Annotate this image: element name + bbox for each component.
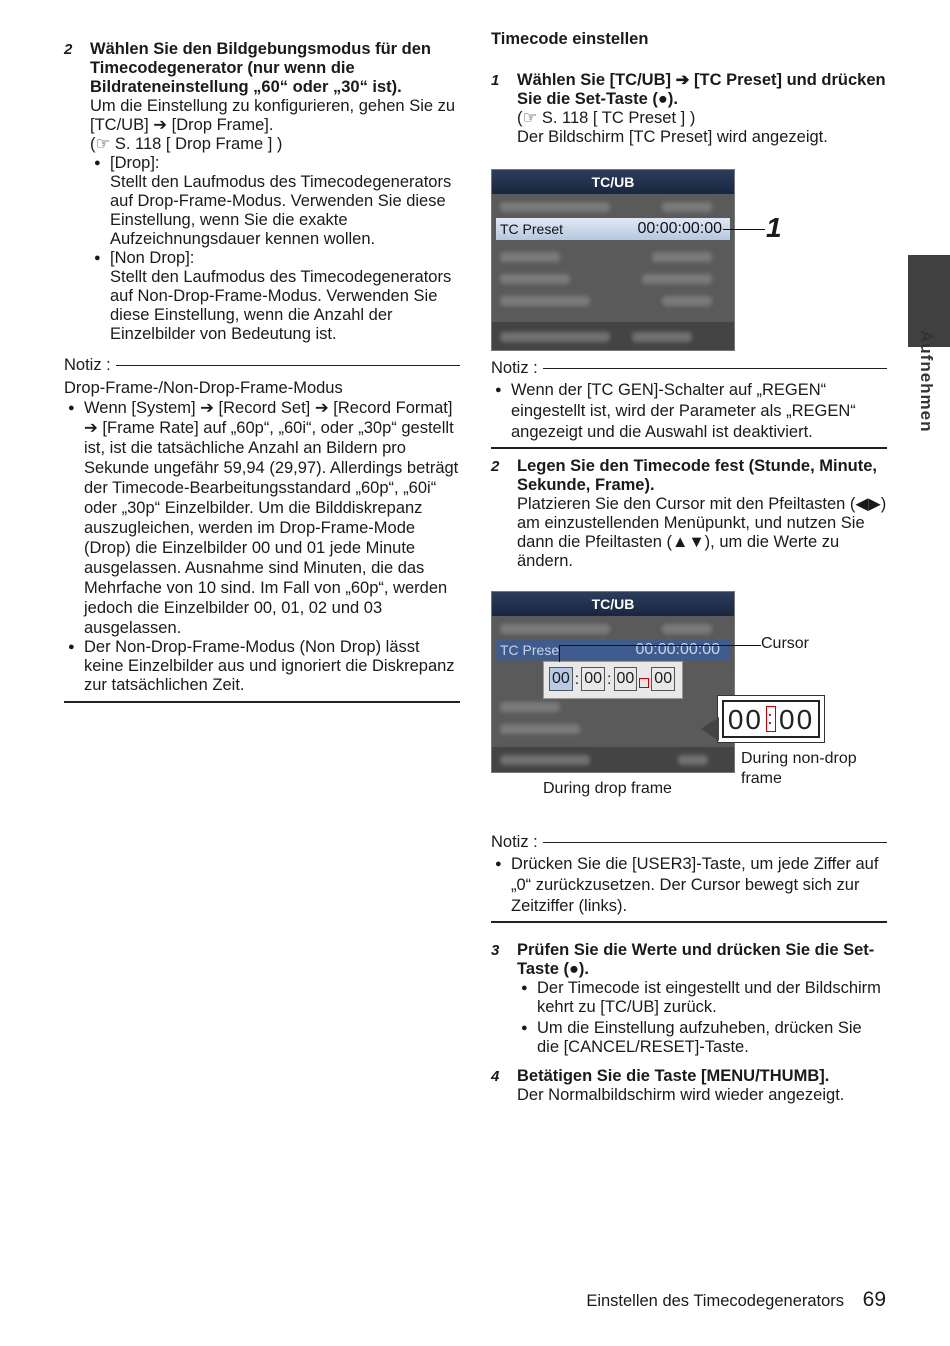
note-bullet: ● Wenn der [TC GEN]-Schalter auf „REGEN“ eingestellt ist, wird der Parameter als „REGEN“ angezeigt und die Auswahl ist deaktiviert. xyxy=(491,380,887,443)
note-end-rule xyxy=(491,447,887,449)
timecode-value: 00:00:00:00 xyxy=(635,641,720,658)
note-label: Notiz : xyxy=(491,833,538,851)
hour-digit[interactable]: 00 xyxy=(549,667,573,691)
note-header xyxy=(491,833,887,852)
note-header xyxy=(491,359,887,378)
tc-preset-row[interactable] xyxy=(496,640,730,660)
drop-frame-separator-icon xyxy=(639,678,649,688)
bullet-label: ● [Drop]: xyxy=(110,154,160,172)
step-text: Platzieren Sie den Cursor mit den Pfeiltasten (◀▶) am einzustellenden Menüpunkt, und nutzen Sie dann die Pfeiltasten (▲▼), um die Werte zu ändern. xyxy=(517,495,887,570)
step-title: Prüfen Sie die Werte und drücken Sie die Set-Taste (●). xyxy=(517,941,875,978)
step-text: Um die Einstellung zu konfigurieren, gehen Sie zu [TC/UB] ➔ [Drop Frame]. xyxy=(90,97,456,134)
note-bullet: ● Der Non-Drop-Frame-Modus (Non Drop) lässt keine Einzelbilder aus und ignoriert die Diskrepanz zur tatsächlichen Zeit. xyxy=(64,638,460,695)
step-title: Wählen Sie [TC/UB] ➔ [TC Preset] und drücken Sie die Set-Taste (●). xyxy=(517,71,886,108)
bullet-label: ● [Non Drop]: xyxy=(110,249,195,267)
step-number: 2 xyxy=(64,41,73,58)
second-digit[interactable]: 00 xyxy=(727,703,763,735)
step-reference: (☞ S. 118 [ Drop Frame ] ) xyxy=(90,135,283,153)
right-column xyxy=(491,30,887,1105)
drop-frame-caption: During drop frame xyxy=(543,780,672,797)
callout-number: 1 xyxy=(766,212,782,243)
step-number: 4 xyxy=(491,1068,500,1085)
right-step-4 xyxy=(491,1067,887,1105)
bullet-text: Stellt den Laufmodus des Timecodegenerators auf Drop-Frame-Modus. Verwenden Sie diese Einstellung, wenn Sie die exakte Aufzeichnungsdauer kennen wollen. xyxy=(110,173,452,248)
right-step-3 xyxy=(491,941,887,1057)
note-rule xyxy=(543,842,887,843)
left-step-2 xyxy=(64,40,460,344)
step-number: 2 xyxy=(491,458,500,475)
separator: : xyxy=(607,670,612,688)
step-bullet: ● Um die Einstellung aufzuheben, drücken Sie die [CANCEL/RESET]-Taste. xyxy=(517,1019,887,1057)
chapter-label: Aufnehmen xyxy=(917,330,936,433)
bullet-non-drop xyxy=(90,249,460,344)
minute-digit[interactable]: 00 xyxy=(581,667,605,691)
screen-1-figure xyxy=(491,169,887,351)
step-number: 3 xyxy=(491,942,500,959)
page-footer xyxy=(586,1290,886,1311)
step-text: Der Bildschirm [TC Preset] wird angezeigt. xyxy=(517,128,828,146)
step-title: Wählen Sie den Bildgebungsmodus für den Timecodegenerator (nur wenn die Bildrateneinstellung „60“ oder „30“ ist). xyxy=(90,40,432,96)
section-heading: Timecode einstellen xyxy=(491,30,649,48)
footer-title: Einstellen des Timecodegenerators xyxy=(586,1292,845,1310)
step-number: 1 xyxy=(491,72,500,89)
menu-item-label: TC Prese xyxy=(500,642,560,658)
frame-digit[interactable]: 00 xyxy=(651,667,675,691)
right-step-1 xyxy=(491,71,887,147)
right-step-2 xyxy=(491,457,887,571)
callout-line xyxy=(723,229,765,230)
screen-header: TC/UB xyxy=(492,592,734,616)
screen-header: TC/UB xyxy=(492,170,734,194)
non-drop-caption: During non-drop frame xyxy=(741,750,857,787)
step-reference: (☞ S. 118 [ TC Preset ] ) xyxy=(517,109,696,127)
left-column xyxy=(64,40,460,703)
menu-item-label: TC Preset xyxy=(500,221,564,237)
non-drop-editor xyxy=(717,695,825,743)
zoom-arrow xyxy=(701,717,719,741)
drop-frame-editor xyxy=(543,661,683,699)
step-title: Betätigen Sie die Taste [MENU/THUMB]. xyxy=(517,1067,830,1085)
note-end-rule xyxy=(491,921,887,923)
step-text: Der Normalbildschirm wird wieder angezeigt. xyxy=(517,1086,845,1104)
step-bullet: ● Der Timecode ist eingestellt und der Bildschirm kehrt zu [TC/UB] zurück. xyxy=(517,979,887,1017)
tc-preset-row[interactable] xyxy=(496,218,730,240)
frame-digit[interactable]: 00 xyxy=(779,703,815,735)
bullet-drop xyxy=(90,154,460,249)
note-rule xyxy=(116,365,460,366)
step-title: Legen Sie den Timecode fest (Stunde, Minute, Sekunde, Frame). xyxy=(517,457,877,494)
note-bullet: ● Wenn [System] ➔ [Record Set] ➔ [Record Format] ➔ [Frame Rate] auf „60p“, „60i“, oder „30p“ gestellt ist, ist die tatsächliche Anzahl an Bildern pro Sekunde ungefähr 59,94 (29,97). Allerdings beträgt der Timecode-Bearbeitungsstandard „60p“, „60i“ oder „30p“ Einzelbilder. Um die Bilddiskrepanz auszugleichen, werden im Drop-Frame-Mode (Drop) die Einzelbilder 00 und 01 jede Minute ausgelassen. Ausnahme sind Minuten, die das Mehrfache von 10 sind. Im Fall von „60p“, werden jedoch die Einzelbilder 00, 01, 02 und 03 ausgelassen. xyxy=(64,398,460,638)
cursor-label: Cursor xyxy=(761,635,810,652)
note-heading: Drop-Frame-/Non-Drop-Frame-Modus xyxy=(64,379,343,397)
tc-ub-screen xyxy=(491,169,735,351)
note-label: Notiz : xyxy=(491,359,538,377)
note-rule xyxy=(543,368,887,369)
separator: : xyxy=(574,670,580,688)
non-drop-separator: : xyxy=(766,706,776,732)
bullet-text: Stellt den Laufmodus des Timecodegenerators auf Non-Drop-Frame-Modus. Verwenden Sie diese Einstellung, wenn die Anzahl der Einzelbilder von Bedeutung ist. xyxy=(110,268,452,343)
note-label: Notiz : xyxy=(64,356,111,374)
cursor-pointer-line xyxy=(559,645,568,662)
timecode-value: 00:00:00:00 xyxy=(637,220,722,237)
note-end-rule xyxy=(64,701,460,703)
second-digit[interactable]: 00 xyxy=(614,667,638,691)
page-number: 69 xyxy=(862,1288,886,1311)
screen-2-figure xyxy=(491,591,887,823)
note-header xyxy=(64,356,460,375)
note-bullet: ● Drücken Sie die [USER3]-Taste, um jede Ziffer auf „0“ zurückzusetzen. Der Cursor bewegt sich zur Zeitziffer (links). xyxy=(491,854,887,917)
